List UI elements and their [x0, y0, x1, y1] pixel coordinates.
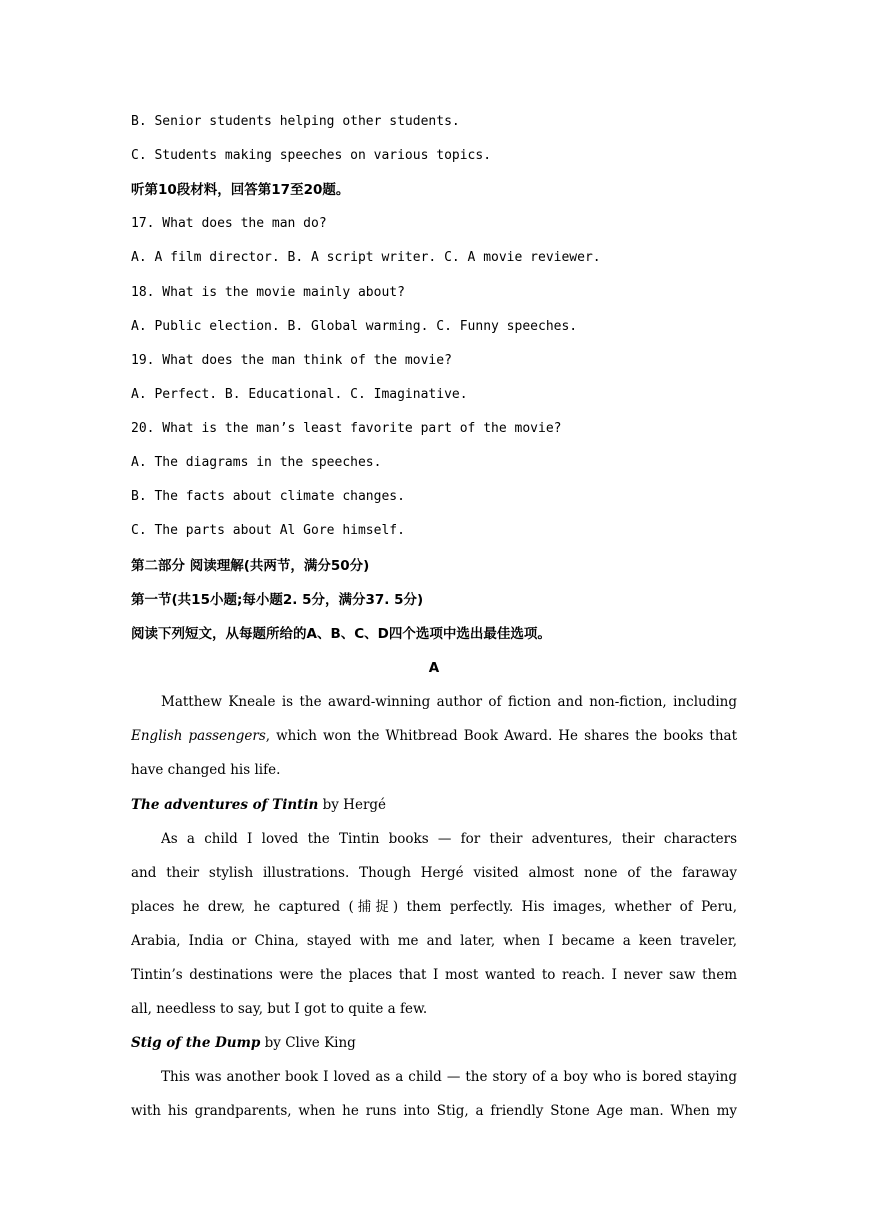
book1-heading: [131, 795, 737, 815]
book1-line-4: Arabia, India or China, stayed with me and later, when I became a keen traveler,: [131, 933, 737, 949]
book-title-english-passengers: English passengers: [131, 728, 266, 744]
q17-stem: 17. What does the man do?: [131, 216, 327, 231]
book1-line-6: all, needless to say, but I got to quite a few.: [131, 1001, 428, 1017]
reading-section-title: 第一节(共15小题;每小题2. 5分，满分37. 5分): [131, 592, 424, 608]
q20-stem: 20. What is the man’s least favorite part of the movie?: [131, 421, 562, 436]
reading-instruction: 阅读下列短文，从每题所给的A、B、C、D四个选项中选出最佳选项。: [131, 626, 551, 642]
q19-stem: 19. What does the man think of the movie?: [131, 353, 452, 368]
q17-options: A. A film director. B. A script writer. C. A movie reviewer.: [131, 250, 601, 265]
passage-label: A: [428, 660, 440, 676]
book1-author: by Hergé: [318, 797, 387, 813]
q20-option-b: B. The facts about climate changes.: [131, 489, 405, 504]
q20-option-a: A. The diagrams in the speeches.: [131, 455, 382, 470]
intro-line-2-rest: , which won the Whitbread Book Award. He shares the books that: [265, 728, 737, 744]
q20-option-c: C. The parts about Al Gore himself.: [131, 523, 405, 538]
intro-line-2: [131, 726, 737, 746]
q18-stem: 18. What is the movie mainly about?: [131, 285, 405, 300]
book2-title: Stig of the Dump: [131, 1035, 261, 1051]
section10-instruction: 听第10段材料，回答第17至20题。: [131, 182, 350, 198]
book1-line-2: and their stylish illustrations. Though Hergé visited almost none of the faraway: [131, 865, 737, 881]
book2-author: by Clive King: [260, 1035, 356, 1051]
book1-line-3: places he drew, he captured (捕捉) them perfectly. His images, whether of Peru,: [131, 899, 737, 915]
q16-option-c: C. Students making speeches on various topics.: [131, 148, 492, 163]
book2-heading: [131, 1033, 737, 1053]
book2-line-2: with his grandparents, when he runs into Stig, a friendly Stone Age man. When my: [131, 1103, 737, 1119]
book1-line-5: Tintin’s destinations were the places that I most wanted to reach. I never saw them: [131, 967, 737, 983]
intro-line-1: Matthew Kneale is the award-winning author of fiction and non-fiction, including: [161, 694, 737, 710]
intro-line-3: have changed his life.: [131, 762, 281, 778]
q19-options: A. Perfect. B. Educational. C. Imaginative.: [131, 387, 468, 402]
book1-title: The adventures of Tintin: [131, 797, 319, 813]
reading-part-title: 第二部分 阅读理解(共两节，满分50分): [131, 558, 370, 574]
book1-line-1: As a child I loved the Tintin books — for their adventures, their characters: [161, 831, 737, 847]
q16-option-b: B. Senior students helping other students.: [131, 114, 460, 129]
book2-line-1: This was another book I loved as a child — the story of a boy who is bored staying: [161, 1069, 737, 1085]
q18-options: A. Public election. B. Global warming. C. Funny speeches.: [131, 319, 578, 334]
